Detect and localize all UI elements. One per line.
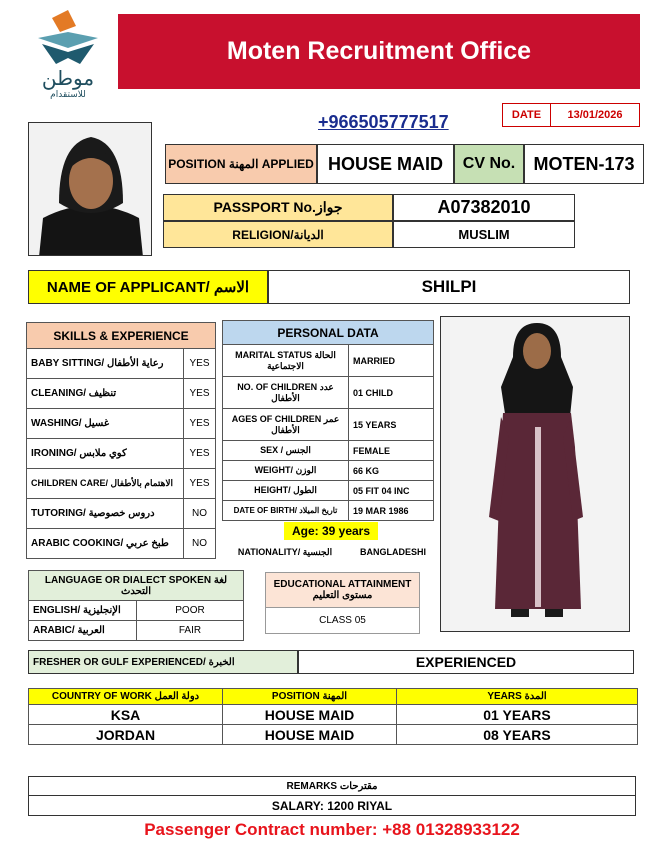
work-header: POSITION المهنة [223, 689, 397, 705]
contract-number: Passenger Contract number: +88 01328933122 [144, 820, 520, 839]
position-value: HOUSE MAID [317, 144, 454, 184]
date-label: DATE [503, 104, 551, 126]
language-table [28, 570, 244, 641]
remarks-label: REMARKS مقترحات [28, 776, 636, 796]
personal-data-table [222, 320, 434, 521]
language-value: FAIR [137, 621, 244, 641]
applicant-name-value: SHILPI [268, 270, 630, 304]
personal-label: HEIGHT/ الطول [223, 481, 349, 501]
skill-label: ARABIC COOKING/ طبخ عربي [27, 529, 184, 559]
personal-value: MARRIED [349, 345, 434, 377]
skill-label: BABY SITTING/ رعاية الأطفال [27, 349, 184, 379]
applicant-name-label: NAME OF APPLICANT/ الاسم [28, 270, 268, 304]
personal-label: MARITAL STATUS الحالة الاجتماعية [223, 345, 349, 377]
skill-value: YES [184, 469, 216, 499]
work-cell: 01 YEARS [397, 705, 638, 725]
office-title-banner: Moten Recruitment Office [118, 14, 640, 89]
passport-value: A07382010 [393, 194, 575, 221]
skill-value: YES [184, 379, 216, 409]
personal-value: 01 CHILD [349, 377, 434, 409]
skill-label: CHILDREN CARE/ الاهتمام بالأطفال [27, 469, 184, 499]
nationality-value: BANGLADESHI [359, 547, 426, 557]
skill-value: NO [184, 499, 216, 529]
personal-value: FEMALE [349, 441, 434, 461]
work-cell: JORDAN [29, 725, 223, 745]
skill-label: CLEANING/ تنظيف [27, 379, 184, 409]
logo-subtext: للاستقدام [50, 90, 86, 100]
language-title: LANGUAGE OR DIALECT SPOKEN لغة التحدث [29, 571, 244, 601]
work-header: YEARS المدة [397, 689, 638, 705]
work-cell: 08 YEARS [397, 725, 638, 745]
skill-value: YES [184, 439, 216, 469]
experience-type-label: FRESHER OR GULF EXPERIENCED/ الخبرة [28, 650, 298, 674]
nationality-label: NATIONALITY/ الجنسية [237, 546, 333, 557]
experience-type-value: EXPERIENCED [298, 650, 634, 674]
work-cell: HOUSE MAID [223, 705, 397, 725]
personal-value: 66 KG [349, 461, 434, 481]
work-history-table [28, 688, 638, 745]
skill-label: TUTORING/ دروس خصوصية [27, 499, 184, 529]
personal-value: 19 MAR 1986 [349, 501, 434, 521]
phone-number[interactable]: +966505777517 [318, 112, 449, 132]
skill-label: WASHING/ غسيل [27, 409, 184, 439]
work-cell: KSA [29, 705, 223, 725]
personal-label: NO. OF CHILDREN عدد الأطفال [223, 377, 349, 409]
skill-label: IRONING/ كوي ملابس [27, 439, 184, 469]
personal-title: PERSONAL DATA [223, 321, 434, 345]
language-label: ARABIC/ العربية [29, 621, 137, 641]
language-label: ENGLISH/ الإنجليزية [29, 601, 137, 621]
skill-value: NO [184, 529, 216, 559]
cv-value: MOTEN-173 [524, 144, 644, 184]
position-label: POSITION المهنة APPLIED [165, 144, 317, 184]
applicant-face-photo [28, 122, 152, 256]
applicant-full-photo [440, 316, 630, 632]
personal-label: AGES OF CHILDREN عمر الأطفال [223, 409, 349, 441]
work-header: COUNTRY OF WORK دولة العمل [29, 689, 223, 705]
skill-value: YES [184, 349, 216, 379]
religion-value: MUSLIM [393, 221, 575, 248]
personal-label: SEX / الجنس [223, 441, 349, 461]
skill-value: YES [184, 409, 216, 439]
personal-value: 05 FIT 04 INC [349, 481, 434, 501]
personal-label: WEIGHT/ الوزن [223, 461, 349, 481]
skills-title: SKILLS & EXPERIENCE [27, 323, 216, 349]
passport-label: PASSPORT No.جواز [163, 194, 393, 221]
date-value: 13/01/2026 [567, 109, 623, 121]
moten-logo [20, 8, 116, 104]
personal-label: DATE OF BIRTH/ تاريخ الميلاد [223, 501, 349, 521]
religion-label: RELIGION/الديانة [163, 221, 393, 248]
skills-table [26, 322, 216, 559]
language-value: POOR [137, 601, 244, 621]
education-title: EDUCATIONAL ATTAINMENT مستوى التعليم [265, 572, 420, 608]
salary-text: SALARY: 1200 RIYAL [28, 796, 636, 816]
date-box [502, 103, 640, 127]
age-badge: Age: 39 years [284, 522, 378, 540]
personal-value: 15 YEARS [349, 409, 434, 441]
work-cell: HOUSE MAID [223, 725, 397, 745]
logo-text: موطن [41, 66, 95, 90]
cv-label: CV No. [454, 144, 524, 184]
education-value: CLASS 05 [265, 608, 420, 634]
